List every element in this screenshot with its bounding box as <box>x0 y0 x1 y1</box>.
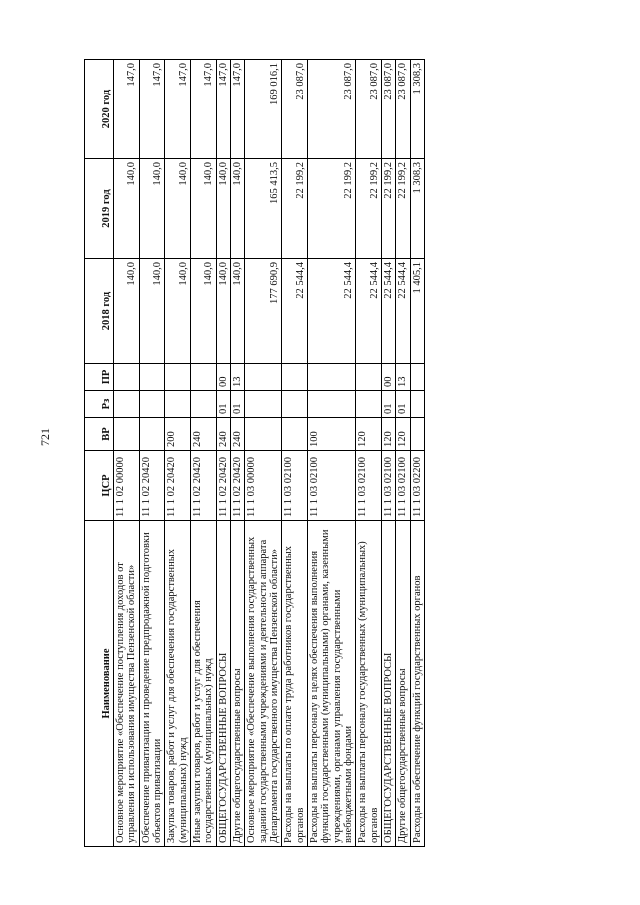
cell-name: ОБЩЕГОСУДАРСТВЕННЫЕ ВОПРОСЫ <box>381 521 395 847</box>
cell-vr <box>114 418 140 451</box>
cell-2019: 22 199,2 <box>356 159 382 259</box>
cell-2020: 23 087,0 <box>396 60 410 159</box>
cell-pr: 00 <box>381 364 395 391</box>
table-row <box>396 60 410 847</box>
cell-2018: 140,0 <box>230 259 244 364</box>
cell-csr: 11 1 02 20420 <box>165 451 191 521</box>
cell-vr: 120 <box>381 418 395 451</box>
cell-2019: 22 199,2 <box>396 159 410 259</box>
cell-vr: 120 <box>396 418 410 451</box>
cell-pr <box>165 364 191 391</box>
header-2020: 2020 год <box>85 60 114 159</box>
cell-pr <box>190 364 216 391</box>
cell-rz: 01 <box>216 391 230 418</box>
cell-rz <box>356 391 382 418</box>
cell-name: Основное мероприятие «Обеспечение выполнения государственных заданий государственными учреждениями и деятельности аппарата Департамента государственного имущества Пензенской области» <box>245 521 282 847</box>
cell-2019: 22 199,2 <box>307 159 355 259</box>
cell-vr <box>410 418 424 451</box>
cell-name: Другие общегосударственные вопросы <box>230 521 244 847</box>
cell-2018: 140,0 <box>216 259 230 364</box>
cell-rz <box>114 391 140 418</box>
cell-pr <box>282 364 308 391</box>
header-vr: ВР <box>85 418 114 451</box>
cell-2020: 147,0 <box>114 60 140 159</box>
cell-2019: 140,0 <box>190 159 216 259</box>
cell-2020: 147,0 <box>216 60 230 159</box>
cell-name: Расходы на выплаты персоналу государственных (муниципальных) органов <box>356 521 382 847</box>
table-row <box>282 60 308 847</box>
table-row <box>165 60 191 847</box>
cell-2020: 23 087,0 <box>356 60 382 159</box>
cell-vr: 120 <box>356 418 382 451</box>
cell-pr: 00 <box>216 364 230 391</box>
cell-csr: 11 1 03 00000 <box>245 451 282 521</box>
header-name: Наименование <box>85 521 114 847</box>
table-row <box>307 60 355 847</box>
cell-2020: 147,0 <box>230 60 244 159</box>
cell-csr: 11 1 03 02100 <box>381 451 395 521</box>
header-2018: 2018 год <box>85 259 114 364</box>
cell-2018: 22 544,4 <box>381 259 395 364</box>
cell-2020: 147,0 <box>165 60 191 159</box>
budget-table-container <box>84 60 527 847</box>
cell-csr: 11 1 02 20420 <box>216 451 230 521</box>
cell-csr: 11 1 03 02100 <box>396 451 410 521</box>
cell-rz: 01 <box>381 391 395 418</box>
cell-2020: 23 087,0 <box>307 60 355 159</box>
table-row <box>230 60 244 847</box>
table-row <box>381 60 395 847</box>
cell-2020: 147,0 <box>190 60 216 159</box>
cell-2019: 165 413,5 <box>245 159 282 259</box>
cell-2020: 147,0 <box>139 60 165 159</box>
cell-2018: 140,0 <box>139 259 165 364</box>
cell-2019: 140,0 <box>114 159 140 259</box>
cell-vr: 240 <box>190 418 216 451</box>
table-row <box>410 60 424 847</box>
header-pr: ПР <box>85 364 114 391</box>
cell-name: Иные закупки товаров, работ и услуг для обеспечения государственных (муниципальных) нужд <box>190 521 216 847</box>
cell-2020: 23 087,0 <box>381 60 395 159</box>
header-rz: Рз <box>85 391 114 418</box>
cell-csr: 11 1 02 20420 <box>190 451 216 521</box>
cell-rz <box>307 391 355 418</box>
cell-pr: 13 <box>230 364 244 391</box>
cell-pr <box>356 364 382 391</box>
table-row <box>139 60 165 847</box>
cell-name: Расходы на обеспечение функций государственных органов <box>410 521 424 847</box>
cell-2020: 23 087,0 <box>282 60 308 159</box>
cell-2020: 1 308,3 <box>410 60 424 159</box>
cell-pr <box>139 364 165 391</box>
table-row <box>356 60 382 847</box>
cell-rz <box>245 391 282 418</box>
cell-vr <box>282 418 308 451</box>
cell-rz <box>282 391 308 418</box>
table-header-row <box>85 60 114 847</box>
cell-csr: 11 1 03 02100 <box>356 451 382 521</box>
cell-name: Расходы на выплаты персоналу в целях обеспечения выполнения функций государственными (муниципальными) органами, казенными учреждениями, органами управления государственными внебюджетными фондами <box>307 521 355 847</box>
cell-csr: 11 1 02 00000 <box>114 451 140 521</box>
cell-pr <box>245 364 282 391</box>
cell-csr: 11 1 03 02100 <box>282 451 308 521</box>
cell-pr <box>114 364 140 391</box>
cell-vr: 240 <box>230 418 244 451</box>
header-2019: 2019 год <box>85 159 114 259</box>
cell-2018: 177 690,9 <box>245 259 282 364</box>
table-row <box>216 60 230 847</box>
cell-2019: 140,0 <box>165 159 191 259</box>
page-number: 721 <box>38 428 52 446</box>
cell-2019: 22 199,2 <box>282 159 308 259</box>
cell-rz: 01 <box>230 391 244 418</box>
cell-2018: 22 544,4 <box>356 259 382 364</box>
cell-2018: 140,0 <box>114 259 140 364</box>
cell-vr: 200 <box>165 418 191 451</box>
cell-2019: 1 308,3 <box>410 159 424 259</box>
cell-pr <box>307 364 355 391</box>
cell-rz <box>139 391 165 418</box>
cell-csr: 11 1 03 02100 <box>307 451 355 521</box>
cell-2020: 169 016,1 <box>245 60 282 159</box>
cell-name: Закупка товаров, работ и услуг для обеспечения государственных (муниципальных) нужд <box>165 521 191 847</box>
cell-2019: 22 199,2 <box>381 159 395 259</box>
cell-2018: 140,0 <box>165 259 191 364</box>
cell-csr: 11 1 02 20420 <box>230 451 244 521</box>
cell-name: Расходы на выплаты по оплате труда работников государственных органов <box>282 521 308 847</box>
cell-rz: 01 <box>396 391 410 418</box>
cell-rz <box>190 391 216 418</box>
cell-vr <box>139 418 165 451</box>
cell-csr: 11 1 03 02200 <box>410 451 424 521</box>
cell-vr <box>245 418 282 451</box>
budget-table <box>84 59 425 847</box>
cell-rz <box>165 391 191 418</box>
cell-pr: 13 <box>396 364 410 391</box>
cell-rz <box>410 391 424 418</box>
cell-2018: 22 544,4 <box>307 259 355 364</box>
cell-pr <box>410 364 424 391</box>
cell-2018: 22 544,4 <box>282 259 308 364</box>
cell-2018: 22 544,4 <box>396 259 410 364</box>
cell-2019: 140,0 <box>230 159 244 259</box>
cell-vr: 240 <box>216 418 230 451</box>
table-row <box>245 60 282 847</box>
cell-name: Основное мероприятие «Обеспечение поступления доходов от управления и использования имущества Пензенской области» <box>114 521 140 847</box>
cell-2019: 140,0 <box>139 159 165 259</box>
cell-name: Другие общегосударственные вопросы <box>396 521 410 847</box>
cell-name: Обеспечение приватизации и проведение предпродажной подготовки объектов приватизации <box>139 521 165 847</box>
cell-2019: 140,0 <box>216 159 230 259</box>
header-csr: ЦСР <box>85 451 114 521</box>
cell-vr: 100 <box>307 418 355 451</box>
table-row <box>190 60 216 847</box>
cell-2018: 1 405,1 <box>410 259 424 364</box>
table-row <box>114 60 140 847</box>
cell-2018: 140,0 <box>190 259 216 364</box>
cell-csr: 11 1 02 20420 <box>139 451 165 521</box>
cell-name: ОБЩЕГОСУДАРСТВЕННЫЕ ВОПРОСЫ <box>216 521 230 847</box>
